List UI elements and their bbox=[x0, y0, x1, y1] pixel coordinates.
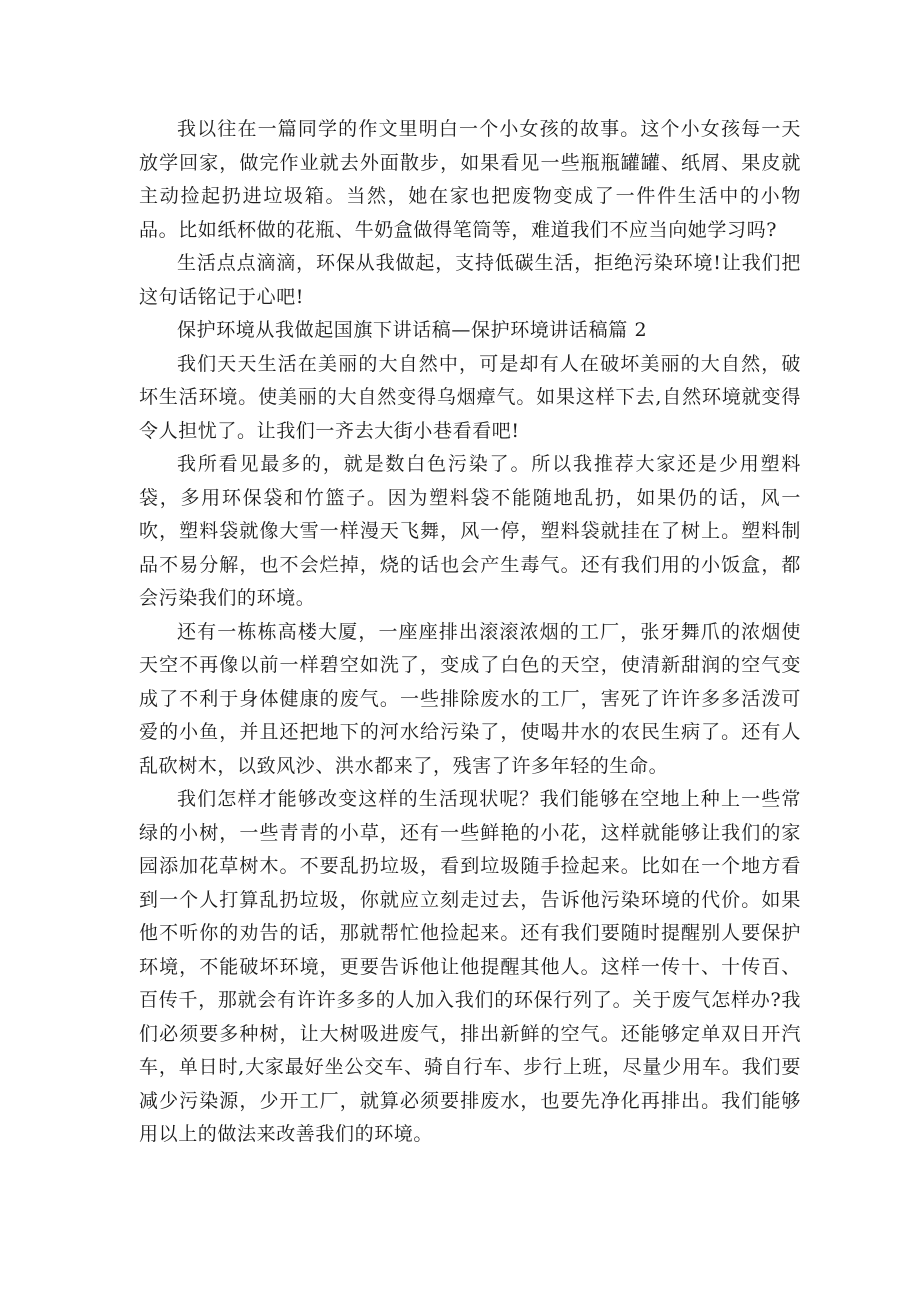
paragraph-factories: 还有一栋栋高楼大厦，一座座排出滚滚浓烟的工厂，张牙舞爪的浓烟使天空不再像以前一样碧空如洗了，变成了白色的天空，使清新甜润的空气变成了不利于身体健康的废气。一些排除废水的工厂，害死了许许多多活泼可爱的小鱼，并且还把地下的河水给污染了，使喝井水的农民生病了。还有人乱砍树木，以致风沙、洪水都来了，残害了许多年轻的生命。 bbox=[139, 620, 801, 777]
paragraph-low-carbon: 生活点点滴滴，环保从我做起，支持低碳生活，拒绝污染环境!让我们把这句话铭记于心吧! bbox=[139, 252, 801, 308]
document-body bbox=[139, 113, 801, 1152]
paragraph-nature: 我们天天生活在美丽的大自然中，可是却有人在破坏美丽的大自然，破坏生活环境。使美丽的大自然变得乌烟瘴气。如果这样下去,自然环境就变得令人担忧了。让我们一齐去大街小巷看看吧! bbox=[139, 352, 801, 442]
paragraph-solutions: 我们怎样才能够改变这样的生活现状呢？我们能够在空地上种上一些常绿的小树，一些青青的小草，还有一些鲜艳的小花，这样就能够让我们的家园添加花草树木。不要乱扔垃圾，看到垃圾随手捡起来。比如在一个地方看到一个人打算乱扔垃圾，你就应立刻走过去，告诉他污染环境的代价。如果他不听你的劝告的话，那就帮忙他捡起来。还有我们要随时提醒别人要保护环境，不能破坏环境，更要告诉他让他提醒其他人。这样一传十、十传百、百传千，那就会有许许多多的人加入我们的环保行列了。关于废气怎样办?我们必须要多种树，让大树吸进废气，排出新鲜的空气。还能够定单双日开汽车，单日时,大家最好坐公交车、骑自行车、步行上班，尽量少用车。我们要减少污染源，少开工厂，就算必须要排废水，也要先净化再排出。我们能够用以上的做法来改善我们的环境。 bbox=[139, 788, 801, 1145]
paragraph-white-pollution: 我所看见最多的，就是数白色污染了。所以我推荐大家还是少用塑料袋，多用环保袋和竹篮子。因为塑料袋不能随地乱扔，如果仍的话，风一吹，塑料袋就像大雪一样漫天飞舞，风一停，塑料袋就挂在了树上。塑料制品不易分解，也不会烂掉，烧的话也会产生毒气。还有我们用的小饭盒，都会污染我们的环境。 bbox=[139, 453, 801, 609]
paragraph-girl-story: 我以往在一篇同学的作文里明白一个小女孩的故事。这个小女孩每一天放学回家，做完作业就去外面散步，如果看见一些瓶瓶罐罐、纸屑、果皮就主动捡起扔进垃圾箱。当然，她在家也把废物变成了一件件生活中的小物品。比如纸杯做的花瓶、牛奶盒做得笔筒等，难道我们不应当向她学习吗? bbox=[139, 118, 801, 241]
section-heading: 保护环境从我做起国旗下讲话稿—保护环境讲话稿篇 2 bbox=[177, 319, 648, 341]
